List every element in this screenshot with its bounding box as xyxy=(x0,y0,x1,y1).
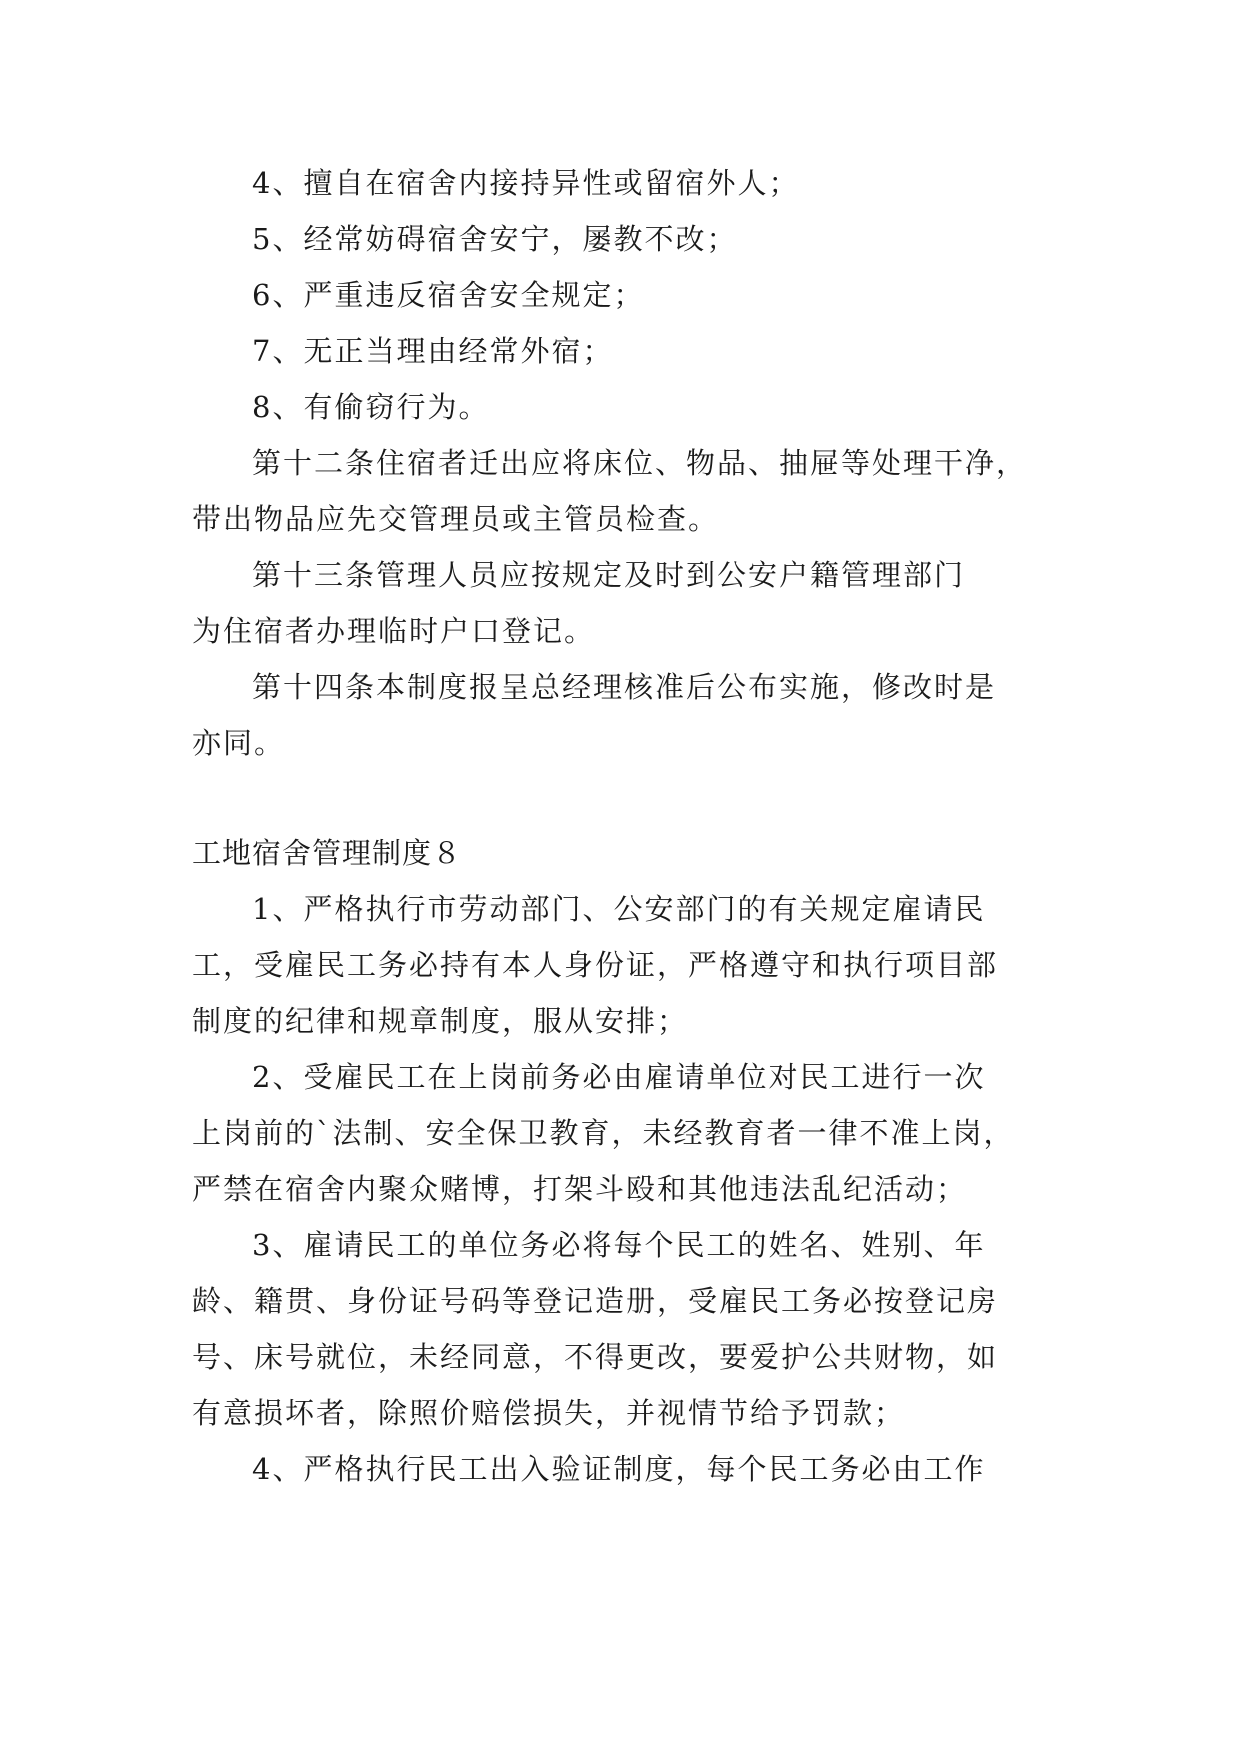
article-12-line: 带出物品应先交管理员或主管员检查。 xyxy=(192,502,720,536)
rule-2-line: 2、受雇民工在上岗前务必由雇请单位对民工进行一次 xyxy=(252,1060,986,1094)
list-item: 5、经常妨碍宿舍安宁，屡教不改； xyxy=(252,222,738,256)
rule-2-line: 严禁在宿舍内聚众赌博，打架斗殴和其他违法乱纪活动； xyxy=(192,1172,968,1206)
rule-3-line: 龄、籍贯、身份证号码等登记造册，受雇民工务必按登记房 xyxy=(192,1284,999,1318)
rule-1-line: 工，受雇民工务必持有本人身份证，严格遵守和执行项目部 xyxy=(192,948,999,982)
article-14-line: 第十四条本制度报呈总经理核准后公布实施，修改时是 xyxy=(252,670,997,704)
article-12-line: 第十二条住宿者迁出应将床位、物品、抽屉等处理干净， xyxy=(252,446,1028,480)
article-14-line: 亦同。 xyxy=(192,726,286,760)
document-body xyxy=(192,155,1072,1497)
rule-2-line: 上岗前的`法制、安全保卫教育，未经教育者一律不准上岗， xyxy=(192,1116,1015,1150)
article-13-line: 为住宿者办理临时户口登记。 xyxy=(192,614,596,648)
article-13-line: 第十三条管理人员应按规定及时到公安户籍管理部门 xyxy=(252,558,966,592)
list-item: 7、无正当理由经常外宿； xyxy=(252,334,614,368)
rule-3-line: 号、床号就位，未经同意，不得更改，要爱护公共财物，如 xyxy=(192,1340,999,1374)
rule-3-line: 3、雇请民工的单位务必将每个民工的姓名、姓别、年 xyxy=(252,1228,986,1262)
list-item: 6、严重违反宿舍安全规定； xyxy=(252,278,645,312)
rule-3-line: 有意损坏者，除照价赔偿损失，并视情节给予罚款； xyxy=(192,1396,906,1430)
list-item: 4、擅自在宿舍内接持异性或留宿外人； xyxy=(252,166,800,200)
rule-1-line: 1、严格执行市劳动部门、公安部门的有关规定雇请民 xyxy=(252,892,986,926)
list-item: 8、有偷窃行为。 xyxy=(252,390,490,424)
rule-1-line: 制度的纪律和规章制度，服从安排； xyxy=(192,1004,689,1038)
rule-4-line: 4、严格执行民工出入验证制度，每个民工务必由工作 xyxy=(252,1452,986,1486)
section-title: 工地宿舍管理制度８ xyxy=(192,836,463,870)
